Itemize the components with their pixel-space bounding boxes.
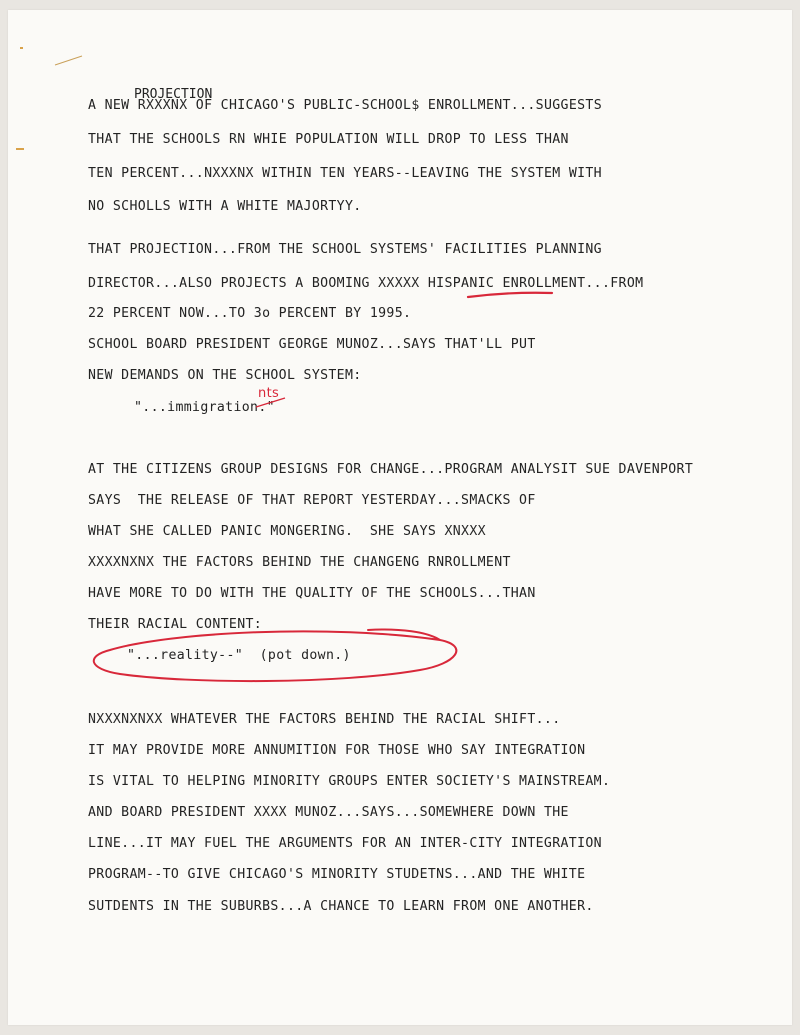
- p4-line-3: IS VITAL TO HELPING MINORITY GROUPS ENTER SOCIETY'S MAINSTREAM.: [88, 774, 611, 789]
- p3-line-6: THEIR RACIAL CONTENT:: [88, 617, 263, 632]
- p4-line-5: LINE...IT MAY FUEL THE ARGUMENTS FOR AN INTER-CITY INTEGRATION: [88, 836, 602, 851]
- p2-line-2: DIRECTOR...ALSO PROJECTS A BOOMING XXXXX HISPANIC ENROLLMENT...FROM: [88, 276, 644, 291]
- p4-line-1: NXXXNXNXX WHATEVER THE FACTORS BEHIND THE RACIAL SHIFT...: [88, 712, 561, 727]
- p1-line-2: THAT THE SCHOOLS RN WHIE POPULATION WILL DROP TO LESS THAN: [88, 132, 569, 147]
- p3-line-5: HAVE MORE TO DO WITH THE QUALITY OF THE SCHOOLS...THAN: [88, 586, 536, 601]
- handwritten-correction: nts: [258, 386, 280, 401]
- p1-line-1: A NEW RXXXNX OF CHICAGO'S PUBLIC-SCHOOL$ ENROLLMENT...SUGGESTS: [88, 98, 602, 113]
- p4-line-7: SUTDENTS IN THE SUBURBS...A CHANCE TO LEARN FROM ONE ANOTHER.: [88, 899, 594, 914]
- header-mark: PROJECTION: [134, 87, 213, 102]
- p2-line-1: THAT PROJECTION...FROM THE SCHOOL SYSTEMS' FACILITIES PLANNING: [88, 242, 602, 257]
- p1-line-3: TEN PERCENT...NXXXNX WITHIN TEN YEARS--LEAVING THE SYSTEM WITH: [88, 166, 602, 181]
- p2-line-4: SCHOOL BOARD PRESIDENT GEORGE MUNOZ...SAYS THAT'LL PUT: [88, 337, 536, 352]
- paper-speck: [16, 148, 24, 150]
- p3-line-2: SAYS THE RELEASE OF THAT REPORT YESTERDAY...SMACKS OF: [88, 493, 536, 508]
- p2-line-5: NEW DEMANDS ON THE SCHOOL SYSTEM:: [88, 368, 362, 383]
- p4-line-2: IT MAY PROVIDE MORE ANNUMITION FOR THOSE WHO SAY INTEGRATION: [88, 743, 586, 758]
- p3-line-1: AT THE CITIZENS GROUP DESIGNS FOR CHANGE...PROGRAM ANALYSIT SUE DAVENPORT: [88, 462, 694, 477]
- p4-line-6: PROGRAM--TO GIVE CHICAGO'S MINORITY STUDETNS...AND THE WHITE: [88, 867, 586, 882]
- p2-quote: "...immigration.": [134, 400, 275, 415]
- p2-line-3: 22 PERCENT NOW...TO 3o PERCENT BY 1995.: [88, 306, 412, 321]
- p3-quote: "...reality--" (pot down.): [127, 648, 351, 663]
- p1-line-4: NO SCHOLLS WITH A WHITE MAJORTYY.: [88, 199, 362, 214]
- paper-speck: [20, 47, 23, 49]
- p3-line-4: XXXXNXNX THE FACTORS BEHIND THE CHANGENG RNROLLMENT: [88, 555, 511, 570]
- p4-line-4: AND BOARD PRESIDENT XXXX MUNOZ...SAYS...SOMEWHERE DOWN THE: [88, 805, 569, 820]
- p3-line-3: WHAT SHE CALLED PANIC MONGERING. SHE SAYS XNXXX: [88, 524, 486, 539]
